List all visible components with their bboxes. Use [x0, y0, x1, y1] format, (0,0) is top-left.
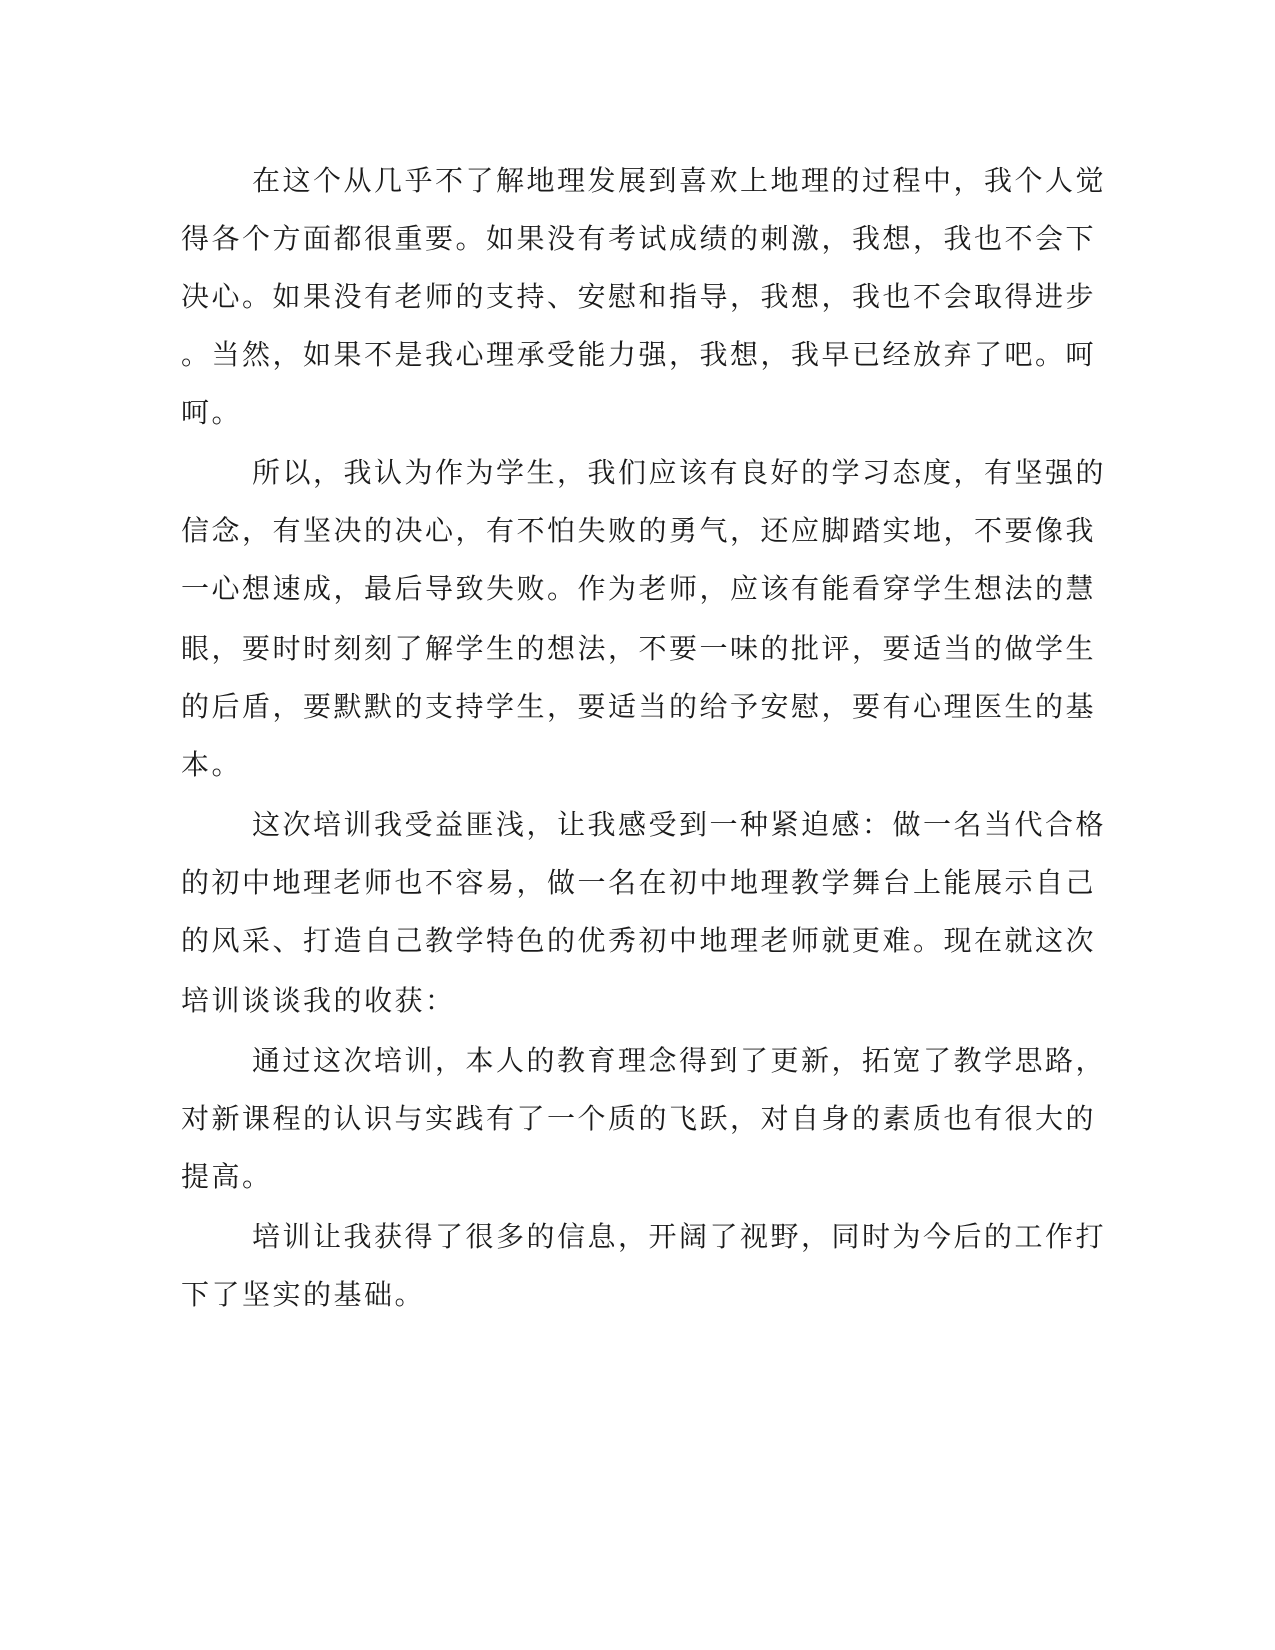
paragraph-4-line-3: 提高。 [181, 1160, 273, 1193]
paragraph-2-line-4: 眼，要时时刻刻了解学生的想法，不要一味的批评，要适当的做学生 [181, 632, 1097, 665]
paragraph-4-line-1: 通过这次培训，本人的教育理念得到了更新，拓宽了教学思路， [252, 1044, 1107, 1077]
paragraph-2-line-2: 信念，有坚决的决心，有不怕失败的勇气，还应脚踏实地，不要像我 [181, 514, 1097, 547]
paragraph-3-line-2: 的初中地理老师也不容易，做一名在初中地理教学舞台上能展示自己 [181, 866, 1097, 899]
paragraph-1-line-5: 呵。 [181, 396, 243, 429]
paragraph-5-line-2: 下了坚实的基础。 [181, 1278, 426, 1311]
paragraph-2-line-1: 所以，我认为作为学生，我们应该有良好的学习态度，有坚强的 [252, 456, 1107, 489]
paragraph-3-line-4: 培训谈谈我的收获： [181, 984, 456, 1017]
paragraph-4-line-2: 对新课程的认识与实践有了一个质的飞跃，对自身的素质也有很大的 [181, 1102, 1097, 1135]
paragraph-2-line-6: 本。 [181, 748, 243, 781]
paragraph-1-line-3: 决心。如果没有老师的支持、安慰和指导，我想，我也不会取得进步 [181, 280, 1097, 313]
paragraph-3-line-1: 这次培训我受益匪浅，让我感受到一种紧迫感：做一名当代合格 [252, 808, 1107, 841]
paragraph-2-line-5: 的后盾，要默默的支持学生，要适当的给予安慰，要有心理医生的基 [181, 690, 1097, 723]
paragraph-3-line-3: 的风采、打造自己教学特色的优秀初中地理老师就更难。现在就这次 [181, 924, 1097, 957]
paragraph-1-line-1: 在这个从几乎不了解地理发展到喜欢上地理的过程中，我个人觉 [252, 164, 1107, 197]
paragraph-1-line-4: 。当然，如果不是我心理承受能力强，我想，我早已经放弃了吧。呵 [181, 338, 1097, 371]
paragraph-2-line-3: 一心想速成，最后导致失败。作为老师，应该有能看穿学生想法的慧 [181, 572, 1097, 605]
paragraph-1-line-2: 得各个方面都很重要。如果没有考试成绩的刺激，我想，我也不会下 [181, 222, 1097, 255]
paragraph-5-line-1: 培训让我获得了很多的信息，开阔了视野，同时为今后的工作打 [252, 1220, 1107, 1253]
